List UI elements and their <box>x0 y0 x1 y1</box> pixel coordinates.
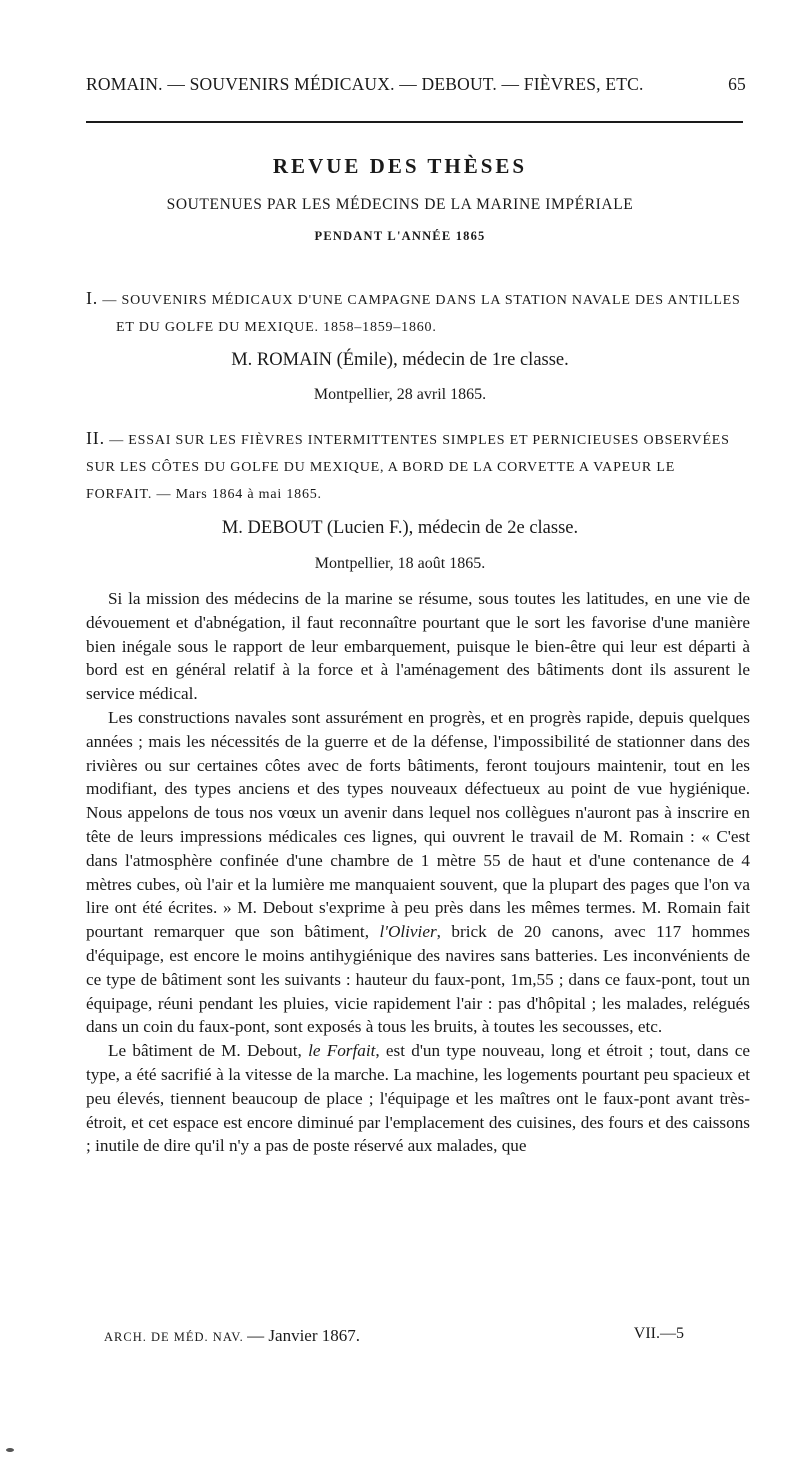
running-head <box>86 74 746 95</box>
page-footer <box>104 1326 684 1346</box>
thesis-title-line: FORFAIT. — Mars 1864 à mai 1865. <box>86 487 322 502</box>
body-text <box>86 587 750 1158</box>
section-subtitle: SOUTENUES PAR LES MÉDECINS DE LA MARINE IMPÉRIALE <box>166 196 634 213</box>
thesis-title-line: SUR LES CÔTES DU GOLFE DU MEXIQUE, A BORD DE LA CORVETTE A VAPEUR LE <box>86 460 676 475</box>
thesis-2-place-date: Montpellier, 18 août 1865. <box>314 555 486 572</box>
scan-speck <box>6 1448 14 1452</box>
thesis-1-title <box>86 285 748 341</box>
signature-mark: VII.—5 <box>633 1325 684 1342</box>
paragraph: Le bâtiment de M. Debout, le Forfait, est d'un type nouveau, long et étroit ; tout, dans ce type, a été sacrifié à la vitesse de la marche. La machine, les logements pourtant peu spacieux et peu élevés, tiennent beaucoup de place ; l'équipage et les maîtres ont le faux-pont avant très-étroit, et cet espace est encore diminué par l'emplacement des cuisines, des fours et des caissons ; inutile de dire qu'il n'y a pas de poste réservé aux malades, que <box>86 1041 751 1156</box>
page-number: 65 <box>728 74 746 94</box>
thesis-1-place-date: Montpellier, 28 avril 1865. <box>313 386 487 403</box>
thesis-2-author: M. DEBOUT (Lucien F.), médecin de 2e classe. <box>221 518 579 538</box>
paragraph: Les constructions navales sont assurément en progrès, et en progrès rapide, depuis quelques années ; mais les nécessités de la guerre et de la défense, l'impossibilité de stationner dans des rivières ou sur certaines côtes avec de forts bâtiments, feront toujours maintenir, tout en les modifiant, des types anciens et des types nouveaux défectueux au point de vue hygiénique. Nous appelons de tous nos vœux un avenir dans lequel nos collègues n'auront pas à inscrire en tête de leurs impressions médicales ces lignes, qui ouvrent le travail de M. Romain : « C'est dans l'atmosphère confinée d'une chambre de 1 mètre 55 de haut et d'une contenance de 4 mètres cubes, où l'air et la lumière me manquaient souvent, que la plupart des pages que l'on va lire ont été écrites. » M. Debout s'exprime à peu près dans les mêmes termes. M. Romain fait pourtant remarquer que son bâtiment, l'Olivier, brick de 20 canons, avec 117 hommes d'équipage, est encore le moins antihygiénique des navires sans batteries. Les inconvénients de ce type de bâtiment sont les suivants : hauteur du faux-pont, 1m,55 ; dans ce faux-pont, tout un équipage, réuni pendant les pluies, vicie rapidement l'air : pas d'hôpital ; les malades, relégués dans un coin du faux-pont, sont exposés à tous les bruits, à toutes les secousses, etc. <box>86 707 750 1037</box>
thesis-number: I. <box>86 288 99 308</box>
section-title: REVUE DES THÈSES <box>272 154 528 178</box>
thesis-1-author: M. ROMAIN (Émile), médecin de 1re classe. <box>231 350 569 370</box>
issue-date: — Janvier 1867. <box>247 1326 360 1345</box>
ship-name: l'Olivier <box>379 922 437 942</box>
thesis-2-title <box>86 425 748 508</box>
journal-name: ARCH. DE MÉD. NAV. <box>104 1330 244 1344</box>
header-rule <box>86 121 743 123</box>
ship-name: le Forfait <box>308 1041 376 1061</box>
thesis-title-line: — ESSAI SUR LES FIÈVRES INTERMITTENTES SIMPLES ET PERNICIEUSES OBSERVÉES <box>109 433 730 448</box>
running-title: ROMAIN. — SOUVENIRS MÉDICAUX. — DEBOUT. — FIÈVRES, ETC. <box>86 74 644 94</box>
thesis-number: II. <box>86 428 105 448</box>
thesis-title-line: — SOUVENIRS MÉDICAUX D'UNE CAMPAGNE DANS LA STATION NAVALE DES ANTILLES <box>102 293 741 308</box>
paragraph: Si la mission des médecins de la marine se résume, sous toutes les latitudes, en une vie de dévouement et d'abnégation, il faut reconnaître pourtant que le sort les favorise d'une manière bien inégale sous le rapport de leur embarquement, puisque le bien-être qui leur est départi à bord est en général relatif à la force et à l'aménagement des bâtiments dont ils assurent le service médical. <box>86 589 750 704</box>
section-year: PENDANT L'ANNÉE 1865 <box>314 229 486 243</box>
thesis-title-line: ET DU GOLFE DU MEXIQUE. 1858–1859–1860. <box>116 320 437 335</box>
